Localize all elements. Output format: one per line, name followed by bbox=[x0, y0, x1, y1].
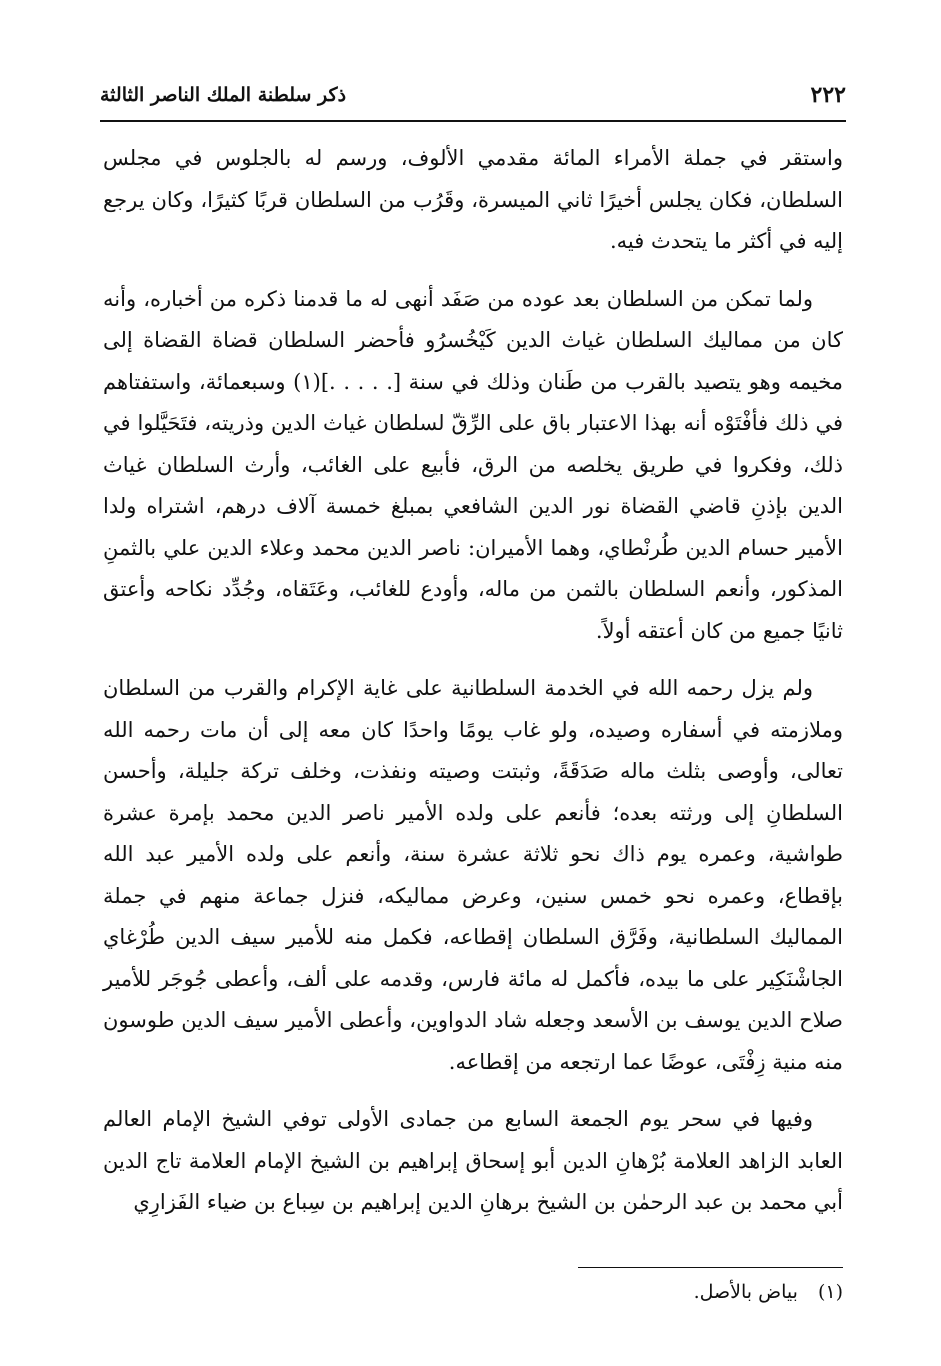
page-number: ٢٢٢ bbox=[810, 82, 846, 108]
paragraph-4: وفيها في سحر يوم الجمعة السابع من جمادى الأولى توفي الشيخ الإمام العالم العابد الزاهد العلامة بُرْهانِ الدين أبو إسحاق إبراهيم بن الشيخ الإمام العلامة تاج الدين أبي محمد بن عبد الرحمٰن بن الشيخ برهانِ الدين إبراهيم بن سِباع بن ضياء الفَزارِي bbox=[103, 1107, 843, 1214]
footnote-number: (١) bbox=[817, 1281, 843, 1303]
running-title: ذكر سلطنة الملك الناصر الثالثة bbox=[100, 84, 347, 106]
running-header bbox=[100, 82, 846, 114]
paragraph-1: واستقر في جملة الأمراء المائة مقدمي الألوف، ورسم له بالجلوس في مجلس السلطان، فكان يجلس أخيرًا ثاني الميسرة، وقَرُب من السلطان قربًا كثيرًا، وكان يرجع إليه في أكثر ما يتحدث فيه. bbox=[103, 146, 843, 253]
paragraph-3: ولم يزل رحمه الله في الخدمة السلطانية على غاية الإكرام والقرب من السلطان وملازمته في أسفاره وصيده، ولو غاب يومًا واحدًا كان معه إلى أن مات رحمه الله تعالى، وأوصى بثلث ماله صَدَقَةً، وثبتت وصيته ونفذت، وخلف تركة جليلة، وأحسن السلطانِ إلى ورثته بعده؛ فأنعم على ولده الأمير ناصر الدين محمد بإمرة عشرة طواشية، وعمره يوم ذاك نحو ثلاثة عشرة سنة، وأنعم على ولده الأمير عبد الله بإقطاع، وعمره نحو خمس سنين، وعرض مماليكه، فنزل جماعة منهم في جملة المماليك السلطانية، وفَرَّق السلطان إقطاعه، فكمل منه للأمير سيف الدين طُرْغاي الجاشْنَكِير على ما بيده، فأكمل له مائة فارس، وقدمه على ألف، وأعطى جُوجَر للأمير صلاح الدين يوسف بن الأسعد وجعله شاد الدواوين، وأعطى الأمير سيف الدين طوسون منه منية زِفْتَى، عوضًا عما ارتجعه من إقطاعه. bbox=[103, 676, 843, 1074]
paragraph-2: ولما تمكن من السلطان بعد عوده من صَفَد أنهى له ما قدمنا ذكره من أخباره، وأنه كان من مماليك السلطان غياث الدين كَيْخُسرُو فأحضر السلطان قضاة القضاة إلى مخيمه وهو يتصيد بالقرب من طَنان وذلك في سنة [. . . . .](١) وسبعمائة، واستفتاهم في ذلك فأفْتَوْه أنه بهذا الاعتبار باق على الرِّقّ لسلطان غياث الدين وذريته، فتَحَيَّلوا في ذلك، وفكروا في طريق يخلصه من الرق، فأبيع على الغائب، وأرث السلطان غياث الدين بإذنِ قاضي القضاة نور الدين الشافعي بمبلغ خمسة آلاف درهم، اشتراه ولدا الأمير حسام الدين طُرنْطاي، وهما الأميران: ناصر الدين محمد وعلاء الدين علي بالثمنِ المذكور، وأنعم السلطان بالثمن من ماله، وأودع للغائب، وعَتَقاه، وجُدِّد نكاحه وأعتق ثانيًا جميع من كان أعتقه أولاً. bbox=[103, 286, 843, 643]
footnote-text: بياض بالأصل. bbox=[693, 1281, 798, 1303]
footnote-rule bbox=[578, 1267, 843, 1268]
header-rule bbox=[100, 120, 846, 122]
main-text bbox=[103, 138, 843, 1240]
footnote bbox=[694, 1281, 843, 1303]
